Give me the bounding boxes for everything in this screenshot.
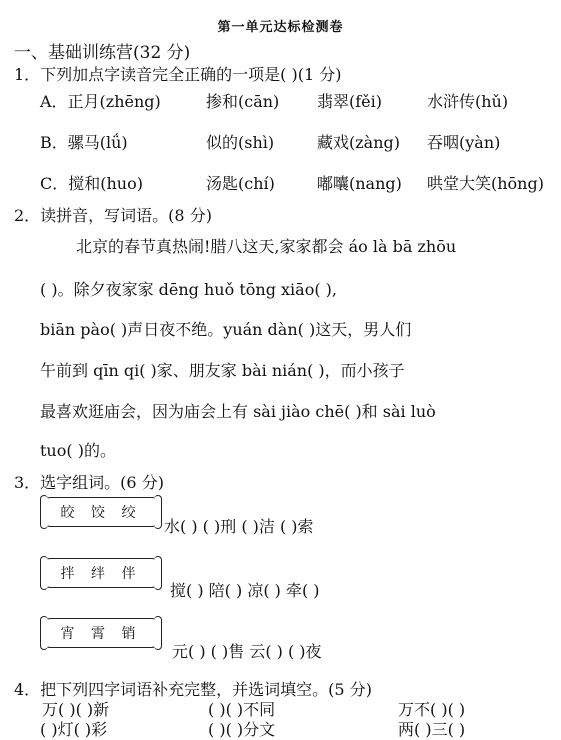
q2-line: 北京的春节真热闹!腊八这天,家家都会 áo là bā zhōu [76,237,457,256]
char-choice-box [44,618,158,648]
q1-option-c-2: 汤匙(chí) [206,174,275,193]
q2-line: biān pào( )声日夜不绝。yuán dàn( )这天，男人们 [40,320,412,339]
q4-item: 两( )三( ) [398,720,466,739]
q1-option-a-4: 水浒传(hǔ) [427,92,509,111]
q2-line: ( )。除夕夜家家 dēng huǒ tōng xiāo( ), [40,280,337,299]
q1-option-c-4: 哄堂大笑(hōng) [427,174,544,193]
q3-blanks-row: 水( ) ( )刑 ( )洁 ( )索 [164,517,314,536]
q1-option-a-3: 翡翠(fěi) [317,92,382,111]
q1-option-a-2: 掺和(cān) [206,92,280,111]
page-title: 第一单元达标检测卷 [217,20,344,35]
char-choice-box [44,497,158,527]
q4-item: 万( )( )新 [42,700,110,719]
question-4-stem: 4．把下列四字词语补充完整，并选词填空。(5 分) [14,680,372,699]
section-heading: 一、基础训练营(32 分) [14,43,191,63]
q1-option-b-1: B．骡马(lǘ) [40,133,128,152]
q1-option-b-2: 似的(shì) [206,133,275,152]
q1-option-c-1: C．搅和(huo) [40,174,143,193]
q4-item: ( )( )不同 [208,700,276,719]
q1-option-c-3: 嘟囔(nang) [317,174,402,193]
question-2-stem: 2．读拼音，写词语。(8 分) [14,206,212,225]
q1-option-b-4: 吞咽(yàn) [427,133,501,152]
char-choice-text: 拌 绊 伴 [60,566,142,582]
q1-option-b-3: 藏戏(zàng) [317,133,401,152]
q2-line: 最喜欢逛庙会，因为庙会上有 sài jiào chē( )和 sài luò [40,402,436,421]
char-choice-box [44,558,158,588]
q2-line: tuo( )的。 [40,441,116,460]
q4-item: ( )( )分文 [208,720,276,739]
q3-blanks-row: 元( ) ( )售 云( ) ( )夜 [172,642,322,661]
char-choice-text: 宵 霄 销 [60,626,142,642]
question-3-stem: 3．选字组词。(6 分) [14,473,164,492]
q1-option-a-1: A．正月(zhēng) [40,92,161,111]
q3-blanks-row: 搅( ) 陪( ) 凉( ) 牵( ) [170,581,320,600]
q4-item: ( )灯( )彩 [40,720,108,739]
char-choice-text: 皎 饺 绞 [60,505,142,521]
q4-item: 万不( )( ) [398,700,466,719]
q2-line: 午前到 qīn qi( )家、朋友家 bài nián( )，而小孩子 [40,361,405,380]
question-1-stem: 1．下列加点字读音完全正确的一项是( )(1 分) [14,65,342,84]
